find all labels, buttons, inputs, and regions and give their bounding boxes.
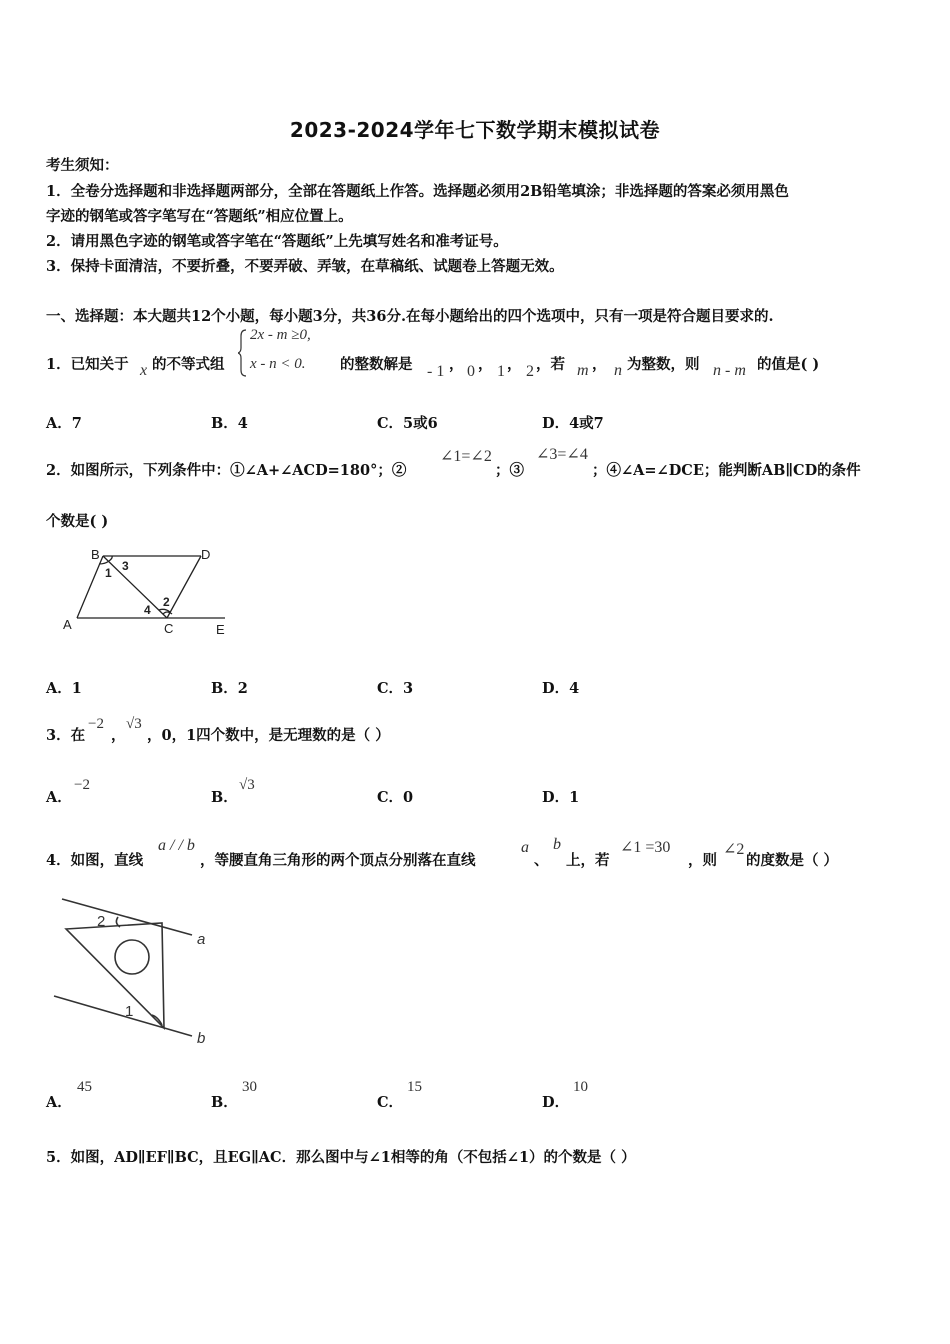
q1-val-2: 0 xyxy=(467,363,475,380)
segment-dc xyxy=(167,556,201,618)
q4-parallel: a / / b xyxy=(158,837,195,854)
q1-brace xyxy=(238,328,248,378)
label-e: E xyxy=(216,622,225,637)
q1-mid3: ，若 xyxy=(536,356,565,373)
q4-suffix: 的度数是（ ） xyxy=(746,852,839,869)
q4-option-a-value: 45 xyxy=(77,1079,92,1095)
q4-option-b[interactable]: B． xyxy=(211,1094,238,1111)
q3-option-c[interactable]: C．0 xyxy=(377,789,414,806)
q2-condition-3: ∠3=∠4 xyxy=(536,446,588,463)
q1-val-4: 2 xyxy=(526,363,534,380)
q2-prefix: 2．如图所示，下列条件中：①∠A+∠ACD=180°；② xyxy=(46,462,407,479)
q4-line-b: b xyxy=(553,836,561,853)
label-b: B xyxy=(91,547,100,562)
q1-suffix: 的值是( ) xyxy=(757,356,820,373)
q2-line-2: 个数是( ) xyxy=(46,513,109,530)
section-heading: 一、选择题：本大题共12个小题，每小题3分，共36分.在每小题给出的四个选项中，只有一项是符合题目要求的. xyxy=(46,308,774,325)
q4-mid: ，等腰直角三角形的两个顶点分别落在直线 xyxy=(200,852,476,869)
triangle xyxy=(66,923,164,1028)
q1-mid: 的不等式组 xyxy=(152,356,225,373)
notice-line-4: 3．保持卡面清洁，不要折叠，不要弄破、弄皱，在草稿纸、试题卷上答题无效。 xyxy=(46,258,564,275)
triangle-hole xyxy=(115,940,149,974)
q1-expr: n - m xyxy=(713,362,746,379)
segment-bc xyxy=(103,556,167,618)
label-angle-4: 4 xyxy=(144,603,151,617)
q1-ineq-2: x - n < 0. xyxy=(250,356,306,372)
q1-var-x: x xyxy=(140,362,148,379)
q4-option-d[interactable]: D． xyxy=(542,1094,570,1111)
q1-mid4: 为整数，则 xyxy=(627,356,700,373)
q1-option-b[interactable]: B．4 xyxy=(211,415,248,432)
q4-mid3: ，则 xyxy=(688,852,717,869)
question-5: 5．如图，AD∥EF∥BC，且EG∥AC．那么图中与∠1相等的角（不包括∠1）的个数是（ ） xyxy=(46,1149,636,1166)
q1-ineq-1: 2x - m ≥0, xyxy=(250,327,311,343)
label-angle-2: 2 xyxy=(163,595,170,609)
q4-option-c[interactable]: C． xyxy=(377,1094,404,1111)
label-c: C xyxy=(164,621,174,636)
q3-prefix: 3．在 xyxy=(46,727,86,744)
q1-comma-1: ， xyxy=(449,356,464,373)
q3-sep: ， xyxy=(111,727,126,744)
q1-comma-4: ， xyxy=(592,356,607,373)
q1-option-c[interactable]: C．5或6 xyxy=(377,415,438,432)
q1-prefix: 1．已知关于 xyxy=(46,356,129,373)
q3-option-a[interactable]: A． xyxy=(46,789,72,806)
notice-heading: 考生须知： xyxy=(46,157,119,174)
q3-option-b-value: √3 xyxy=(239,777,255,793)
page-title: 2023-2024学年七下数学期末模拟试卷 xyxy=(289,118,661,142)
q3-value-a: −2 xyxy=(88,716,104,732)
line-b xyxy=(54,996,192,1036)
q2-tail: ；④∠A=∠DCE；能判断AB∥CD的条件 xyxy=(592,462,861,479)
q4-prefix: 4．如图，直线 xyxy=(46,852,144,869)
q4-dun: 、 xyxy=(534,852,549,869)
line-a xyxy=(62,899,192,935)
label-d: D xyxy=(201,547,211,562)
q1-option-a[interactable]: A．7 xyxy=(46,415,82,432)
q4-angle-2: ∠2 xyxy=(723,841,745,858)
q1-var-n: n xyxy=(614,362,622,379)
q1-comma-2: ， xyxy=(478,356,493,373)
q2-option-d[interactable]: D．4 xyxy=(542,680,580,697)
q4-figure xyxy=(50,893,220,1053)
label-b: b xyxy=(197,1030,206,1047)
q3-option-b[interactable]: B． xyxy=(211,789,238,806)
notice-line-1: 1．全卷分选择题和非选择题两部分，全部在答题纸上作答。选择题必须用2B铅笔填涂；非选择题的答案必须用黑色 xyxy=(46,183,789,200)
q4-option-a[interactable]: A． xyxy=(46,1094,72,1111)
q4-angle-1: ∠1 =30 xyxy=(620,839,671,856)
q1-val-1: - 1 xyxy=(427,363,445,380)
q3-value-b: √3 xyxy=(126,716,142,732)
label-angle-1: 1 xyxy=(105,566,112,580)
q3-rest: ，0，1四个数中，是无理数的是（ ） xyxy=(147,727,390,744)
q3-option-a-value: −2 xyxy=(74,777,90,793)
q2-option-c[interactable]: C．3 xyxy=(377,680,414,697)
q4-option-d-value: 10 xyxy=(573,1079,588,1095)
q4-line-a: a xyxy=(521,839,529,856)
notice-line-3: 2．请用黑色字迹的钢笔或答字笔在“答题纸”上先填写姓名和准考证号。 xyxy=(46,233,508,250)
q2-option-b[interactable]: B．2 xyxy=(211,680,248,697)
q2-condition-2: ∠1=∠2 xyxy=(440,448,492,465)
q1-var-m: m xyxy=(577,362,589,379)
q2-sep: ；③ xyxy=(495,462,524,479)
q2-option-a[interactable]: A．1 xyxy=(46,680,82,697)
label-a: a xyxy=(197,931,206,948)
label-a: A xyxy=(63,617,72,632)
label-angle-1: 1 xyxy=(125,1003,134,1020)
label-angle-2: 2 xyxy=(97,913,106,930)
q3-option-d[interactable]: D．1 xyxy=(542,789,580,806)
q1-val-3: 1 xyxy=(497,363,505,380)
q1-comma-3: ， xyxy=(507,356,522,373)
q2-figure xyxy=(55,542,245,642)
q4-option-c-value: 15 xyxy=(407,1079,422,1095)
q4-option-b-value: 30 xyxy=(242,1079,257,1095)
q4-mid2: 上，若 xyxy=(566,852,610,869)
segment-ab xyxy=(77,556,103,618)
notice-line-2: 字迹的钢笔或答字笔写在“答题纸”相应位置上。 xyxy=(46,208,353,225)
q1-mid2: 的整数解是 xyxy=(340,356,413,373)
q1-option-d[interactable]: D．4或7 xyxy=(542,415,604,432)
label-angle-3: 3 xyxy=(122,559,129,573)
